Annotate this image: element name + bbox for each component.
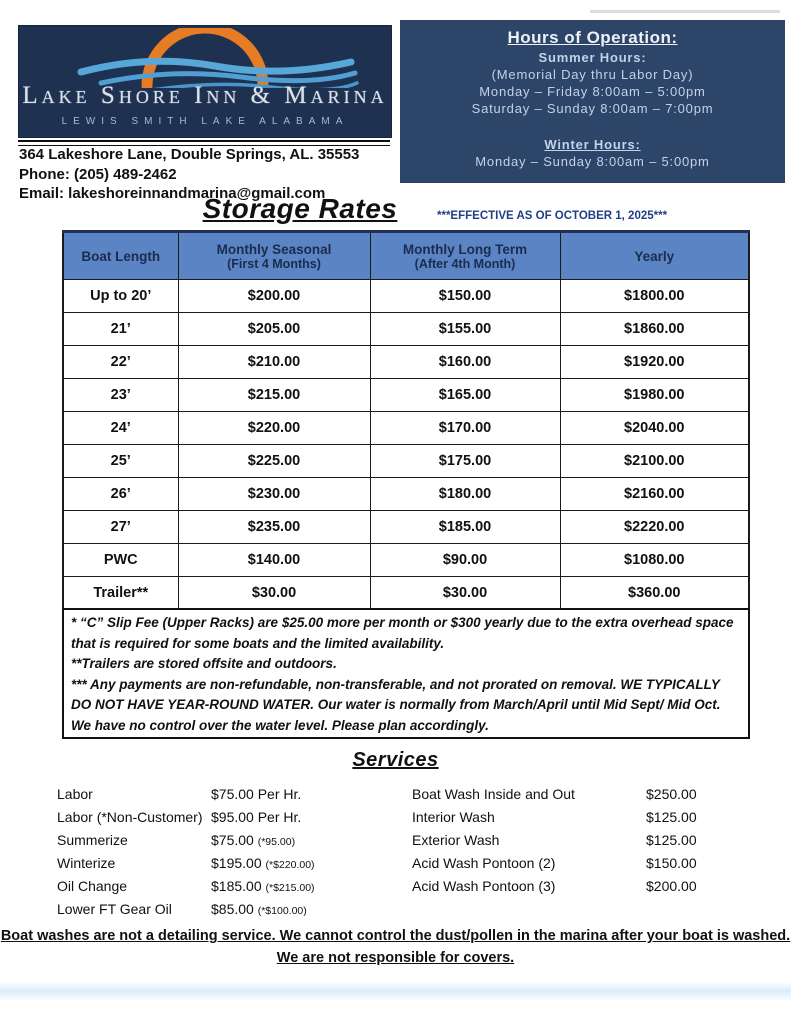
summer-hours-weekend: Saturday – Sunday 8:00am – 7:00pm (471, 101, 714, 116)
price-alt: (*$100.00) (257, 904, 307, 917)
cell-yearly: $2220.00 (560, 511, 749, 544)
table-row (63, 346, 749, 379)
col-header-yearly: Yearly (560, 232, 749, 280)
col-header-monthly-longterm (370, 232, 560, 280)
hours-title: Hours of Operation: (507, 28, 678, 47)
disclaimer-line2: We are not responsible for covers. (276, 950, 515, 966)
price-alt: (*$215.00) (265, 881, 315, 894)
cell-seasonal: $230.00 (178, 478, 370, 511)
services-heading: Services (352, 749, 439, 771)
price-main: $185.00 (211, 877, 262, 894)
table-row (63, 511, 749, 544)
col-header-monthly-longterm-main: Monthly Long Term (402, 241, 528, 257)
service-price (211, 809, 412, 825)
table-row (63, 379, 749, 412)
table-row (63, 544, 749, 577)
price-main: $75.00 (211, 831, 254, 848)
cell-seasonal: $220.00 (178, 412, 370, 445)
cell-seasonal: $200.00 (178, 280, 370, 313)
service-price: $125.00 (646, 831, 697, 848)
service-price (211, 786, 412, 802)
service-label: Summerize (57, 831, 128, 848)
cell-seasonal: $235.00 (178, 511, 370, 544)
logo-subtitle: LEWIS SMITH LAKE ALABAMA (61, 116, 349, 127)
cell-length: 24’ (63, 412, 178, 445)
summer-hours-title: Summer Hours: (538, 50, 647, 65)
service-label: Interior Wash (412, 808, 495, 825)
cell-yearly: $1800.00 (560, 280, 749, 313)
cell-yearly: $2040.00 (560, 412, 749, 445)
cell-yearly: $1860.00 (560, 313, 749, 346)
col-header-monthly-seasonal-sub: (First 4 Months) (227, 256, 321, 271)
hours-spacer (400, 117, 785, 133)
service-price: $250.00 (646, 785, 697, 802)
cell-longterm: $185.00 (370, 511, 560, 544)
footer-disclaimer (0, 925, 791, 969)
table-row (63, 412, 749, 445)
table-row (63, 313, 749, 346)
service-price (211, 855, 412, 871)
storage-rates-table (62, 230, 750, 611)
cell-longterm: $175.00 (370, 445, 560, 478)
cell-longterm: $180.00 (370, 478, 560, 511)
cell-longterm: $155.00 (370, 313, 560, 346)
cell-length: 27’ (63, 511, 178, 544)
table-row (63, 577, 749, 610)
cell-length: Up to 20’ (63, 280, 178, 313)
price-main: $75.00 Per Hr. (211, 785, 302, 802)
cell-seasonal: $205.00 (178, 313, 370, 346)
service-label: Oil Change (57, 877, 128, 894)
cell-seasonal: $215.00 (178, 379, 370, 412)
cell-length: 25’ (63, 445, 178, 478)
table-row (63, 280, 749, 313)
price-alt: (*95.00) (257, 835, 296, 848)
col-header-monthly-seasonal (178, 232, 370, 280)
cell-length: 22’ (63, 346, 178, 379)
service-label: Exterior Wash (412, 831, 500, 848)
effective-date-note: ***EFFECTIVE AS OF OCTOBER 1, 2025*** (437, 210, 668, 222)
service-label: Boat Wash Inside and Out (412, 785, 575, 802)
sun-waves-icon (19, 28, 391, 88)
contact-email: Email: lakeshoreinnandmarina@gmail.com (19, 185, 326, 202)
cell-length: 21’ (63, 313, 178, 346)
cell-longterm: $150.00 (370, 280, 560, 313)
summer-hours-weekday: Monday – Friday 8:00am – 5:00pm (479, 84, 706, 99)
col-header-monthly-longterm-sub: (After 4th Month) (414, 256, 516, 271)
disclaimer-line1: Boat washes are not a detailing service. We cannot control the dust/pollen in the marina after your boat is washed. (0, 928, 791, 944)
contact-phone: Phone: (205) 489-2462 (19, 165, 177, 183)
scan-artifact-bottom-band (0, 983, 791, 1000)
price-alt: (*$220.00) (265, 858, 315, 871)
logo-box (18, 25, 392, 138)
logo-title: Lake Shore Inn & Marina (22, 82, 388, 109)
cell-longterm: $170.00 (370, 412, 560, 445)
cell-yearly: $1980.00 (560, 379, 749, 412)
cell-longterm: $160.00 (370, 346, 560, 379)
note-slip-fee: * “C” Slip Fee (Upper Racks) are $25.00 more per month or $300 yearly due to the extra overhead space that is required for some boats and the limited availability. (71, 615, 734, 651)
note-payments: *** Any payments are non-refundable, non-transferable, and not prorated on removal. WE TYPICALLY DO NOT HAVE YEAR-ROUND WATER. Our water is normally from March/April until Mid Sept/ Mid Oct. We have no control over the water level. Please plan accordingly. (71, 676, 721, 733)
contact-address: 364 Lakeshore Lane, Double Springs, AL. 35553 (19, 146, 360, 163)
storage-notes-box (62, 608, 750, 739)
col-header-monthly-seasonal-main: Monthly Seasonal (216, 241, 332, 257)
cell-yearly: $1080.00 (560, 544, 749, 577)
note-trailers: **Trailers are stored offsite and outdoors. (71, 656, 337, 671)
cell-seasonal: $140.00 (178, 544, 370, 577)
service-price: $200.00 (646, 877, 697, 894)
storage-rates-heading: Storage Rates (202, 193, 398, 224)
service-label: Acid Wash Pontoon (2) (412, 854, 556, 871)
table-header-row (63, 232, 749, 280)
cell-longterm: $165.00 (370, 379, 560, 412)
service-price: $125.00 (646, 808, 697, 825)
cell-seasonal: $225.00 (178, 445, 370, 478)
service-price: $150.00 (646, 854, 697, 871)
cell-length: PWC (63, 544, 178, 577)
cell-seasonal: $210.00 (178, 346, 370, 379)
cell-seasonal: $30.00 (178, 577, 370, 610)
hours-of-operation-box (400, 20, 785, 183)
cell-yearly: $360.00 (560, 577, 749, 610)
cell-yearly: $1920.00 (560, 346, 749, 379)
price-main: $195.00 (211, 854, 262, 871)
service-price (211, 832, 412, 848)
service-label: Labor (57, 785, 93, 802)
service-label: Acid Wash Pontoon (3) (412, 877, 556, 894)
service-price (211, 901, 412, 917)
summer-hours-note: (Memorial Day thru Labor Day) (491, 67, 694, 82)
service-label: Winterize (57, 854, 116, 871)
cell-longterm: $90.00 (370, 544, 560, 577)
table-row (63, 445, 749, 478)
table-row (63, 478, 749, 511)
service-label: Labor (*Non-Customer) (57, 808, 203, 825)
winter-hours-line: Monday – Sunday 8:00am – 5:00pm (475, 154, 710, 169)
winter-hours-title: Winter Hours: (544, 137, 641, 152)
cell-longterm: $30.00 (370, 577, 560, 610)
cell-length: 23’ (63, 379, 178, 412)
price-main: $95.00 Per Hr. (211, 808, 302, 825)
price-main: $85.00 (211, 900, 254, 917)
cell-length: 26’ (63, 478, 178, 511)
cell-yearly: $2160.00 (560, 478, 749, 511)
scan-artifact-top (590, 10, 780, 13)
service-label: Lower FT Gear Oil (57, 900, 172, 917)
service-price (211, 878, 412, 894)
cell-yearly: $2100.00 (560, 445, 749, 478)
col-header-boat-length: Boat Length (63, 232, 178, 280)
cell-length: Trailer** (63, 577, 178, 610)
services-list (57, 782, 749, 920)
